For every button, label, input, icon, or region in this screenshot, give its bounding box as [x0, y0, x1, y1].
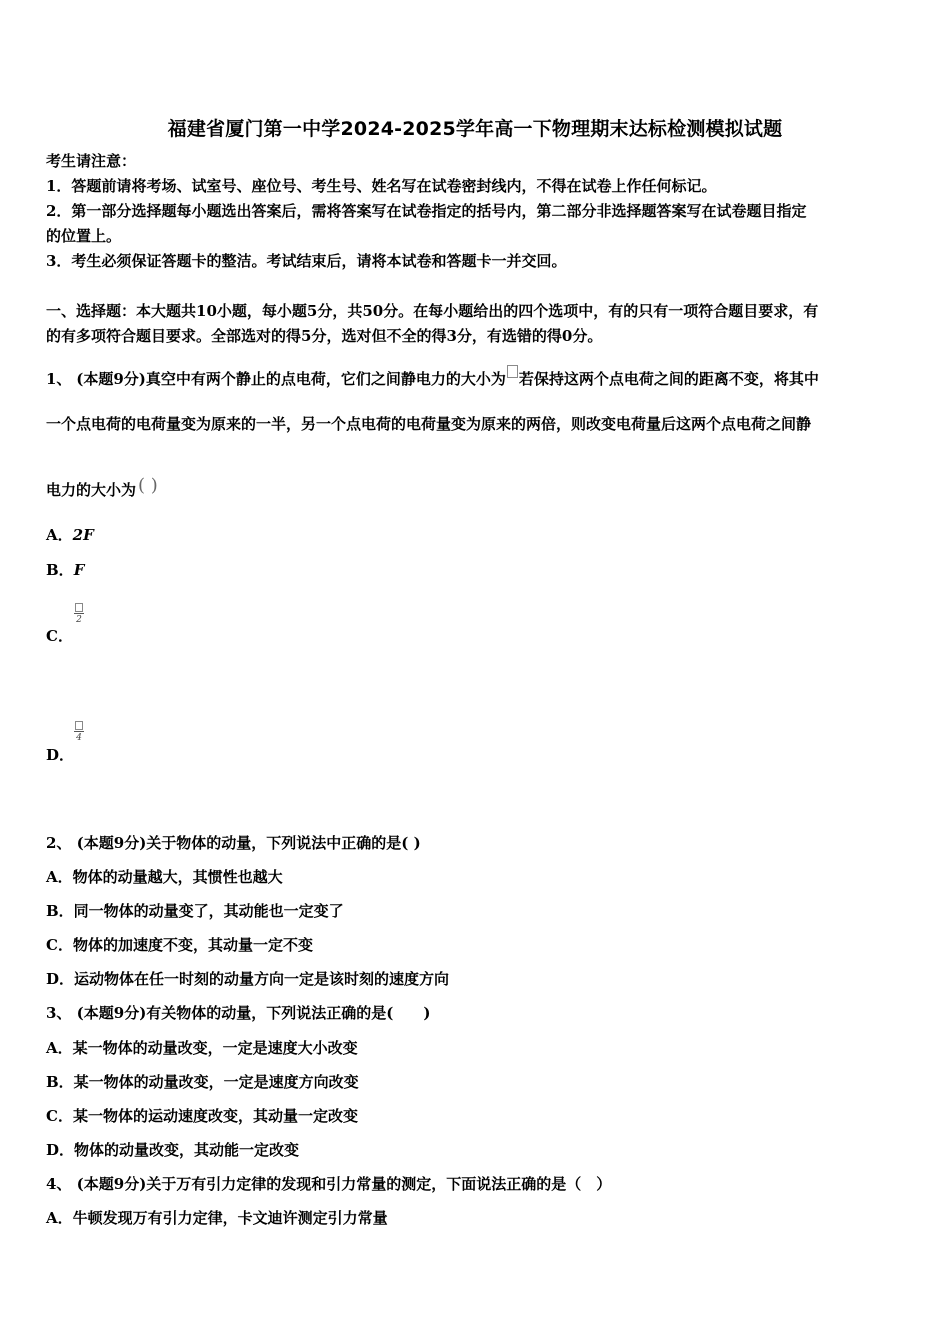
question-number: 1、 — [46, 370, 72, 388]
question-text: 若保持这两个点电荷之间的距离不变，将其中 — [518, 370, 819, 388]
question-1-line — [46, 365, 819, 389]
option-a: A．物体的动量越大，其惯性也越大 — [46, 868, 283, 886]
option-label: A． — [46, 526, 73, 544]
fraction-bar — [74, 613, 84, 614]
notice-item: 1．答题前请将考场、试室号、座位号、考生号、姓名写在试卷密封线内，不得在试卷上作任何标记。 — [46, 177, 717, 195]
option-a: A．牛顿发现万有引力定律，卡文迪许测定引力常量 — [46, 1209, 388, 1227]
option-c: C．物体的加速度不变，其动量一定不变 — [46, 936, 313, 954]
option-value: 2F — [72, 526, 94, 544]
notice-heading: 考生请注意： — [46, 152, 137, 170]
fraction-denominator: 2 — [76, 615, 82, 625]
formula-image-placeholder-icon — [75, 721, 83, 730]
option-b: B．某一物体的动量改变，一定是速度方向改变 — [46, 1073, 359, 1091]
option-b: B．同一物体的动量变了，其动能也一定变了 — [46, 902, 344, 920]
question-text: 真空中有两个静止的点电荷，它们之间静电力的大小为 — [145, 370, 506, 388]
option-label: B． — [46, 561, 74, 579]
formula-image-placeholder-icon — [507, 365, 518, 378]
formula-image-placeholder-icon — [75, 603, 83, 612]
option-a: A．某一物体的动量改变，一定是速度大小改变 — [46, 1039, 358, 1057]
question-score: (本题9分) — [76, 370, 146, 388]
option-c: C． — [46, 627, 73, 645]
option-c: C．某一物体的运动速度改变，其动量一定改变 — [46, 1107, 358, 1125]
fraction-f-over-4 — [74, 721, 84, 743]
fraction-bar — [74, 731, 84, 732]
option-value: F — [73, 561, 85, 579]
notice-item: 的位置上。 — [46, 227, 122, 245]
fraction-denominator: 4 — [76, 733, 82, 743]
section-intro: 一、选择题：本大题共10小题，每小题5分，共50分。在每小题给出的四个选项中，有的只有一项符合题目要求，有 — [46, 302, 819, 320]
question-1-line — [46, 476, 158, 500]
option-b — [46, 560, 84, 580]
question-3-stem: 3、 (本题9分)有关物体的动量，下列说法正确的是( ) — [46, 1004, 431, 1022]
question-text: 电力的大小为 — [46, 481, 137, 499]
notice-item: 2．第一部分选择题每小题选出答案后，需将答案写在试卷指定的括号内，第二部分非选择题答案写在试卷题目指定 — [46, 202, 807, 220]
question-text: 一个点电荷的电荷量变为原来的一半，另一个点电荷的电荷量变为原来的两倍，则改变电荷量后这两个点电荷之间静 — [46, 415, 812, 433]
option-d: D．运动物体在任一时刻的动量方向一定是该时刻的速度方向 — [46, 970, 450, 988]
option-a — [46, 525, 94, 545]
page-title: 福建省厦门第一中学2024-2025学年高一下物理期末达标检测模拟试题 — [167, 118, 783, 140]
option-d: D．物体的动量改变，其动能一定改变 — [46, 1141, 300, 1159]
section-intro: 的有多项符合题目要求。全部选对的得5分，选对但不全的得3分，有选错的得0分。 — [46, 327, 603, 345]
fraction-f-over-2 — [74, 603, 84, 625]
answer-paren: ( ) — [138, 475, 158, 496]
option-d: D． — [46, 746, 75, 764]
question-4-stem: 4、 (本题9分)关于万有引力定律的发现和引力常量的测定，下面说法正确的是（ ） — [46, 1175, 612, 1193]
notice-item: 3．考生必须保证答题卡的整洁。考试结束后，请将本试卷和答题卡一并交回。 — [46, 252, 567, 270]
question-2-stem: 2、 (本题9分)关于物体的动量，下列说法中正确的是( ) — [46, 834, 421, 852]
